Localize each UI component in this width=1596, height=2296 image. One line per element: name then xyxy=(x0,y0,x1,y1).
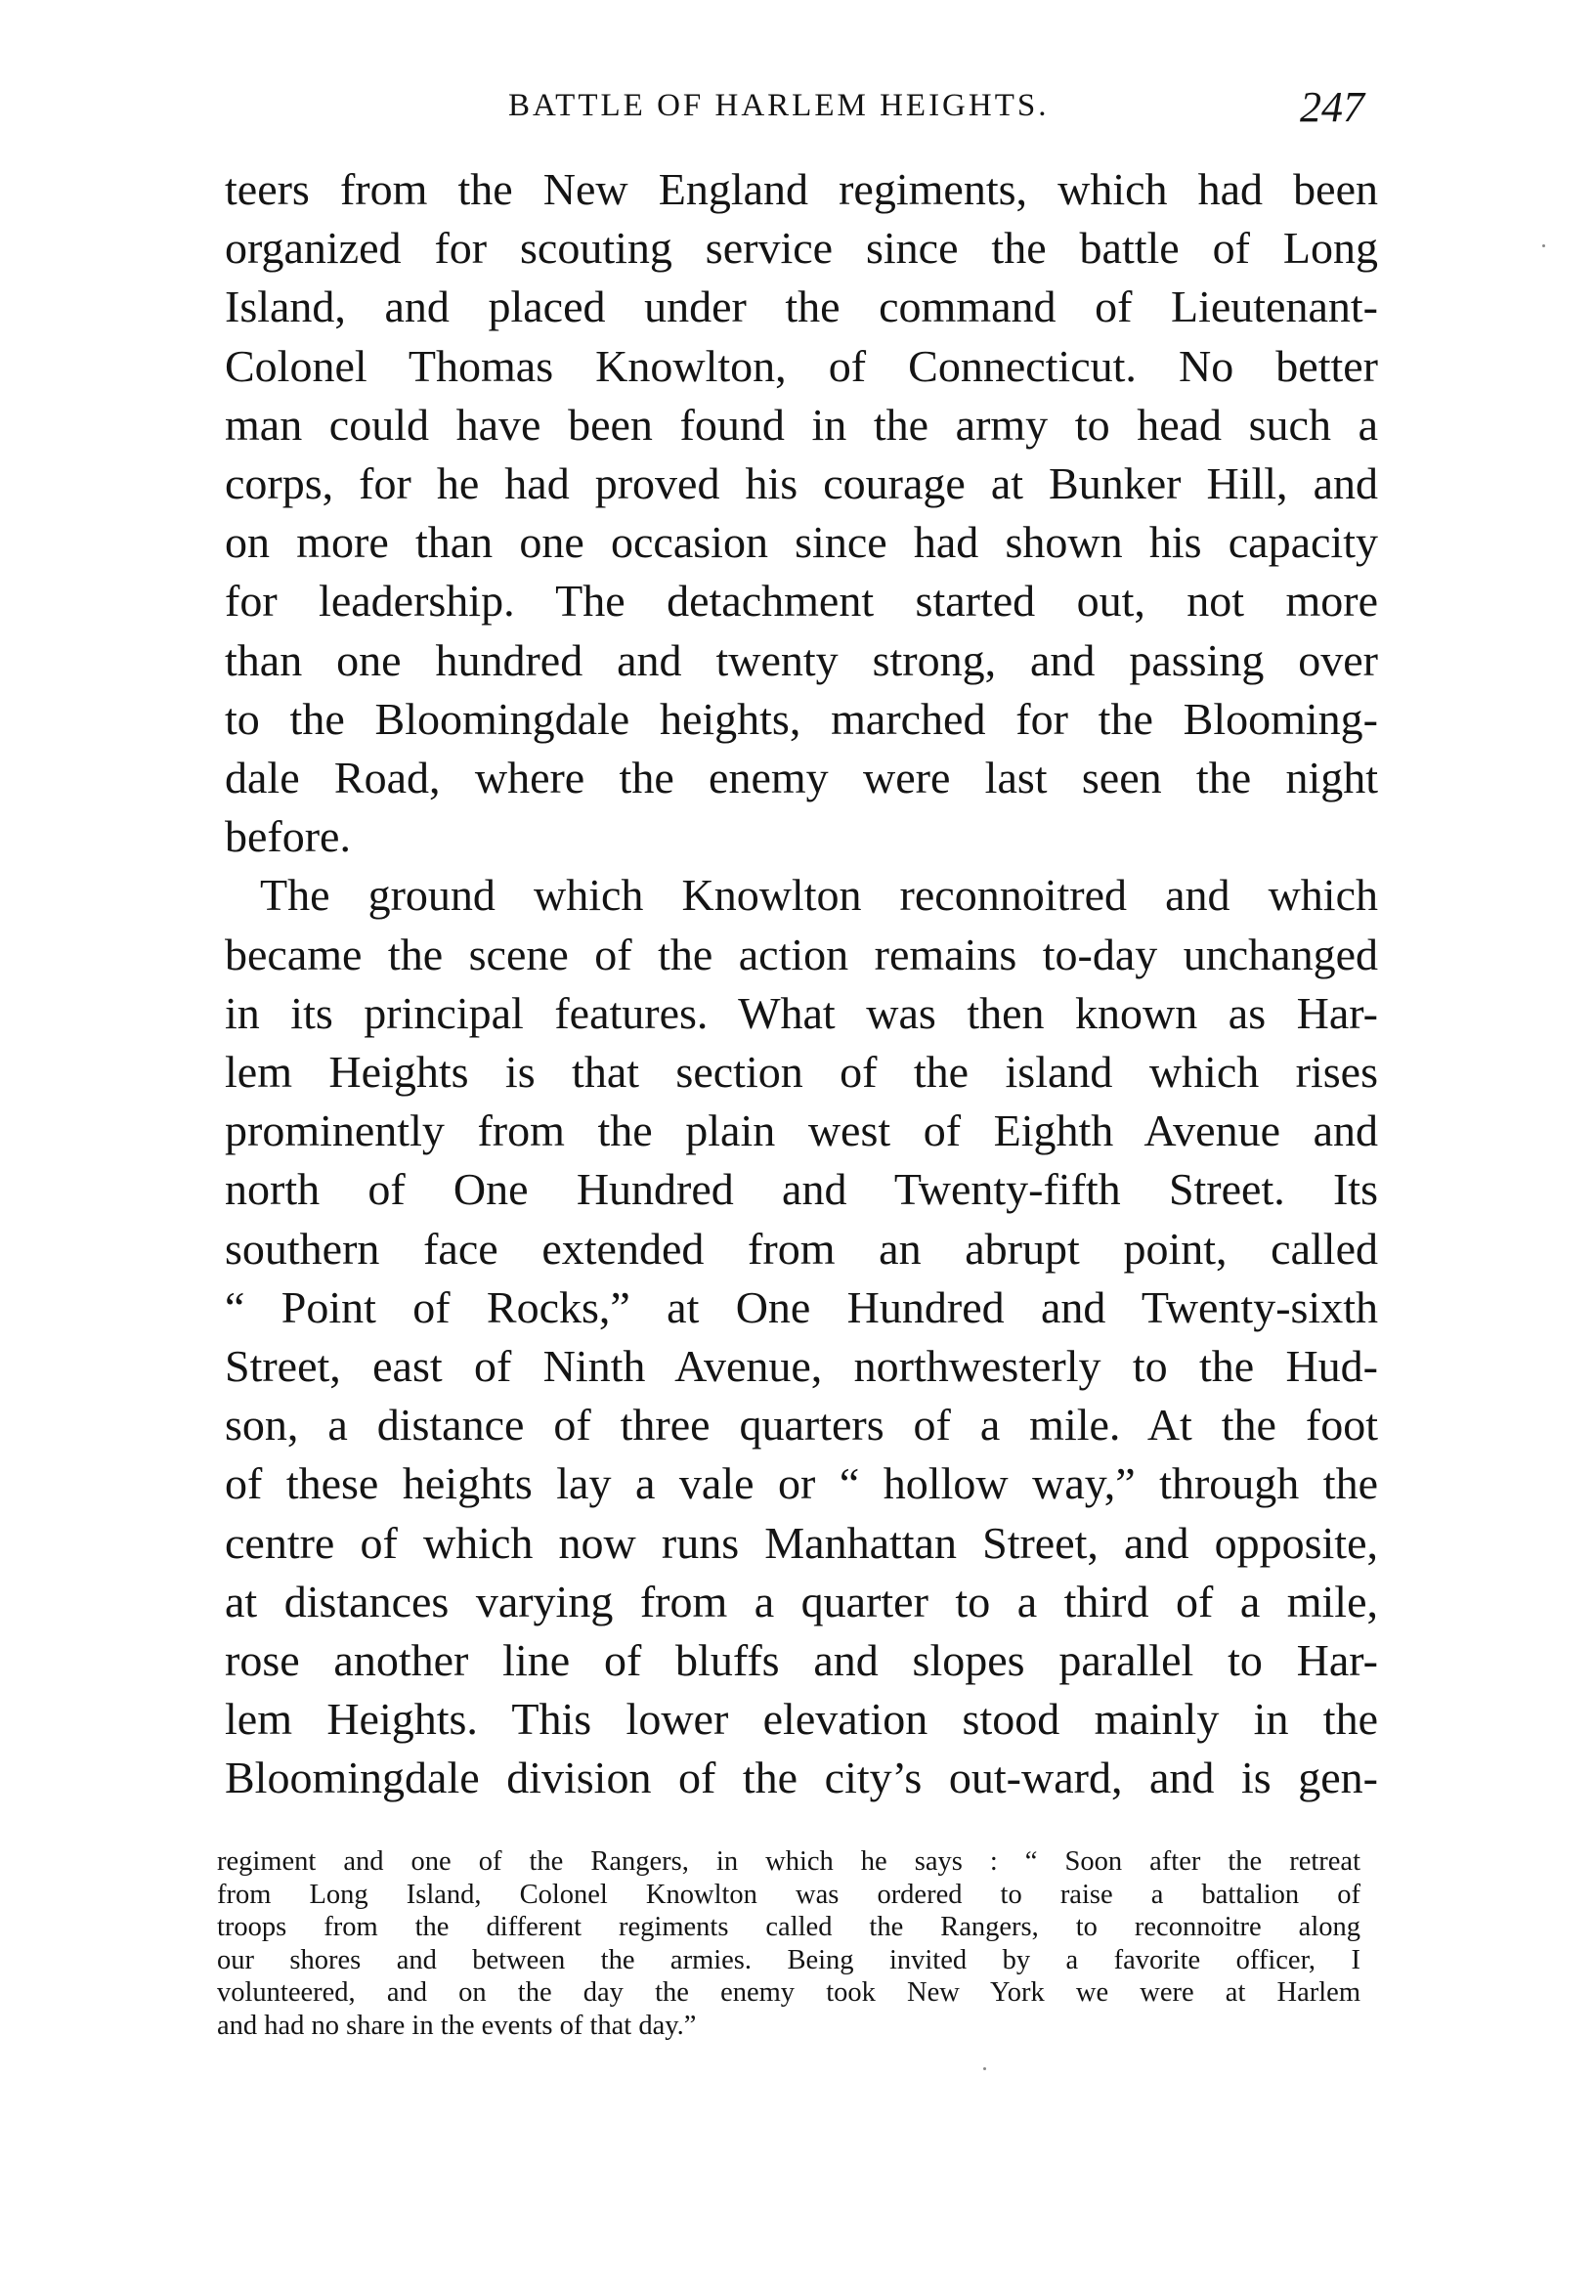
text-line: Street, east of Ninth Avenue, northwesterly to the Hud- xyxy=(225,1341,1378,1392)
text-line: corps, for he had proved his courage at Bunker Hill, and xyxy=(225,458,1378,509)
footnote-line: regiment and one of the Rangers, in which he says : “ Soon after the retreat xyxy=(217,1846,1360,1877)
text-line: became the scene of the action remains to-day unchanged xyxy=(225,929,1378,979)
footnote-line: our shores and between the armies. Being invited by a favorite officer, I xyxy=(217,1944,1360,1975)
text-line: southern face extended from an abrupt point, called xyxy=(225,1223,1378,1274)
text-line: “ Point of Rocks,” at One Hundred and Twenty-sixth xyxy=(225,1281,1378,1332)
text-line: teers from the New England regiments, which had been xyxy=(225,164,1378,214)
page-number: 247 xyxy=(1300,83,1364,131)
text-line: in its principal features. What was then known as Har- xyxy=(225,987,1378,1038)
text-line: Island, and placed under the command of Lieutenant- xyxy=(225,282,1378,332)
running-head xyxy=(0,83,1596,147)
text-line: Colonel Thomas Knowlton, of Connecticut. No better xyxy=(225,340,1378,391)
footnote-line: from Long Island, Colonel Knowlton was ordered to raise a battalion of xyxy=(217,1879,1360,1910)
paper-speck xyxy=(1542,244,1545,247)
text-line: man could have been found in the army to head such a xyxy=(225,399,1378,450)
text-line: centre of which now runs Manhattan Street, and opposite, xyxy=(225,1517,1378,1568)
text-line: rose another line of bluffs and slopes parallel to Har- xyxy=(225,1635,1378,1686)
text-line: than one hundred and twenty strong, and passing over xyxy=(225,634,1378,685)
footnote-line: and had no share in the events of that day.” xyxy=(217,2010,697,2041)
text-line: prominently from the plain west of Eighth Avenue and xyxy=(225,1105,1378,1156)
text-line: on more than one occasion since had shown his capacity xyxy=(225,517,1378,568)
text-line: north of One Hundred and Twenty-fifth Street. Its xyxy=(225,1164,1378,1215)
running-title: BATTLE OF HARLEM HEIGHTS. xyxy=(508,88,1050,123)
footnote-line: volunteered, and on the day the enemy took New York we were at Harlem xyxy=(217,1977,1360,2008)
text-line: of these heights lay a vale or “ hollow way,” through the xyxy=(225,1458,1378,1509)
text-line: to the Bloomingdale heights, marched for the Blooming- xyxy=(225,693,1378,744)
text-line: before. xyxy=(225,811,351,862)
text-line: The ground which Knowlton reconnoitred and which xyxy=(260,870,1378,921)
text-line: Bloomingdale division of the city’s out-ward, and is gen- xyxy=(225,1753,1378,1803)
paper-speck xyxy=(983,2067,986,2070)
text-line: lem Heights. This lower elevation stood mainly in the xyxy=(225,1694,1378,1745)
text-line: dale Road, where the enemy were last seen the night xyxy=(225,753,1378,803)
paragraph-2 xyxy=(225,866,1378,1807)
text-line: at distances varying from a quarter to a third of a mile, xyxy=(225,1576,1378,1626)
text-line: lem Heights is that section of the island which rises xyxy=(225,1047,1378,1098)
body-text xyxy=(225,160,1378,1808)
footnote-line: troops from the different regiments called the Rangers, to reconnoitre along xyxy=(217,1912,1360,1942)
text-line: son, a distance of three quarters of a mile. At the foot xyxy=(225,1400,1378,1451)
footnote xyxy=(217,1845,1360,2042)
text-line: for leadership. The detachment started out, not more xyxy=(225,576,1378,627)
text-line: organized for scouting service since the battle of Long xyxy=(225,223,1378,274)
paragraph-1 xyxy=(225,160,1378,866)
